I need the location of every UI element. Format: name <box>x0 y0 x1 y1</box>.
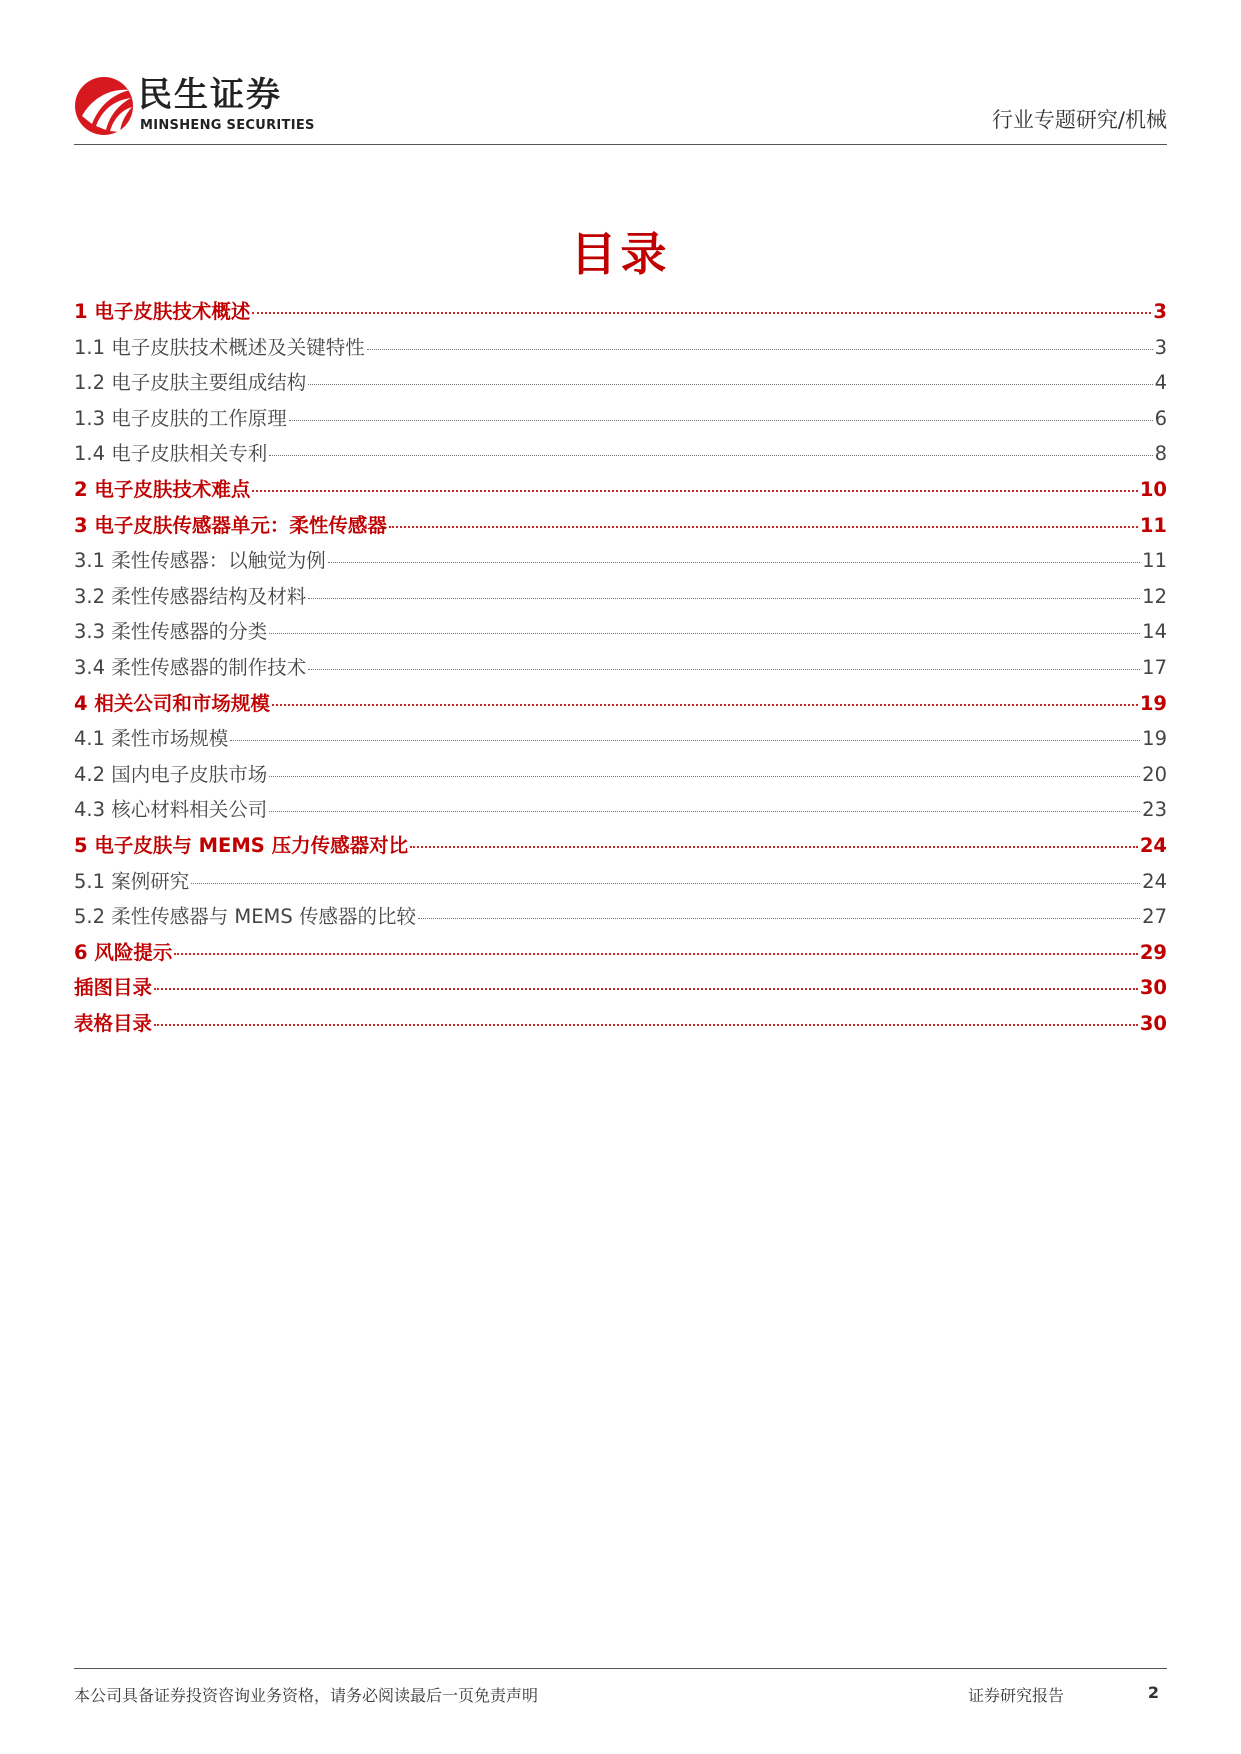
toc-dot-leader <box>389 526 1138 528</box>
toc-title: 目录 <box>570 227 671 281</box>
toc-entry-label[interactable]: 3.2 柔性传感器结构及材料 <box>74 584 307 608</box>
toc-entry[interactable] <box>74 474 1167 510</box>
toc-dot-leader <box>308 384 1152 385</box>
toc-entry-page[interactable]: 20 <box>1142 762 1167 786</box>
toc-entry-label[interactable]: 4.2 国内电子皮肤市场 <box>74 762 268 786</box>
toc-entry[interactable] <box>74 367 1167 403</box>
toc-entry-label[interactable]: 1.3 电子皮肤的工作原理 <box>74 406 287 430</box>
toc-entry-page[interactable]: 19 <box>1139 691 1167 715</box>
toc-entry[interactable] <box>74 438 1167 474</box>
toc-entry[interactable] <box>74 937 1167 973</box>
toc-entry-page[interactable]: 11 <box>1142 549 1167 573</box>
toc-dot-leader <box>410 846 1138 848</box>
toc-entry[interactable] <box>74 794 1167 830</box>
company-logo <box>74 74 334 140</box>
toc-entry-label[interactable]: 5.1 案例研究 <box>74 869 190 893</box>
toc-entry[interactable] <box>74 652 1167 688</box>
toc-entry[interactable] <box>74 296 1167 332</box>
toc-dot-leader <box>269 811 1140 812</box>
toc-entry[interactable] <box>74 723 1167 759</box>
toc-dot-leader <box>272 704 1138 706</box>
toc-entry[interactable] <box>74 688 1167 724</box>
toc-entry-page[interactable]: 11 <box>1139 513 1167 537</box>
toc-entry-page[interactable]: 27 <box>1142 905 1167 929</box>
toc-entry-label[interactable]: 1 电子皮肤技术概述 <box>74 300 251 323</box>
page-footer <box>74 1668 1167 1709</box>
toc-dot-leader <box>174 953 1138 955</box>
toc-dot-leader <box>252 312 1151 314</box>
toc-entry-label[interactable]: 1.2 电子皮肤主要组成结构 <box>74 371 307 395</box>
table-of-contents <box>74 296 1167 1043</box>
toc-dot-leader <box>269 776 1140 777</box>
toc-entry-label[interactable]: 4 相关公司和市场规模 <box>74 691 270 715</box>
toc-entry[interactable] <box>74 403 1167 439</box>
toc-dot-leader <box>269 633 1140 634</box>
toc-entry-page[interactable]: 29 <box>1139 940 1167 964</box>
footer-report-type: 证券研究报告 <box>968 1686 1065 1705</box>
toc-dot-leader <box>328 562 1140 563</box>
toc-entry[interactable] <box>74 901 1167 937</box>
toc-entry-label[interactable]: 1.1 电子皮肤技术概述及关键特性 <box>74 335 365 359</box>
page-header <box>74 64 1167 145</box>
toc-entry-label[interactable]: 6 风险提示 <box>74 940 173 964</box>
toc-entry[interactable] <box>74 510 1167 546</box>
toc-entry-page[interactable]: 4 <box>1154 371 1167 395</box>
toc-entry[interactable] <box>74 866 1167 902</box>
toc-dot-leader <box>418 918 1140 919</box>
toc-entry-page[interactable]: 6 <box>1154 406 1167 430</box>
toc-dot-leader <box>154 988 1138 990</box>
logo-english-name: MINSHENG SECURITIES <box>140 118 315 133</box>
toc-entry[interactable] <box>74 332 1167 368</box>
toc-dot-leader <box>308 598 1140 599</box>
toc-dot-leader <box>289 420 1153 421</box>
toc-entry-label[interactable]: 4.1 柔性市场规模 <box>74 727 229 751</box>
toc-entry-label[interactable]: 3.4 柔性传感器的制作技术 <box>74 655 307 679</box>
toc-dot-leader <box>269 455 1152 456</box>
toc-entry[interactable] <box>74 581 1167 617</box>
toc-entry[interactable] <box>74 972 1167 1008</box>
toc-dot-leader <box>191 883 1140 884</box>
toc-entry-label[interactable]: 1.4 电子皮肤相关专利 <box>74 442 268 466</box>
toc-entry-page[interactable]: 30 <box>1139 1011 1167 1035</box>
report-category: 行业专题研究/机械 <box>991 108 1167 132</box>
toc-entry-label[interactable]: 5.2 柔性传感器与 MEMS 传感器的比较 <box>74 905 416 929</box>
toc-entry-page[interactable]: 24 <box>1139 833 1167 857</box>
toc-entry-label[interactable]: 3 电子皮肤传感器单元：柔性传感器 <box>74 513 387 537</box>
toc-entry-label[interactable]: 3.3 柔性传感器的分类 <box>74 620 268 644</box>
toc-entry-label[interactable]: 2 电子皮肤技术难点 <box>74 477 251 501</box>
toc-entry-page[interactable]: 3 <box>1153 300 1167 323</box>
minsheng-logo-icon <box>74 76 134 136</box>
toc-entry-page[interactable]: 10 <box>1139 477 1167 501</box>
toc-entry[interactable] <box>74 545 1167 581</box>
toc-dot-leader <box>252 490 1138 492</box>
toc-entry-label[interactable]: 4.3 核心材料相关公司 <box>74 798 268 822</box>
toc-entry[interactable] <box>74 616 1167 652</box>
toc-entry-page[interactable]: 8 <box>1154 442 1167 466</box>
toc-entry-label[interactable]: 表格目录 <box>74 1011 153 1035</box>
toc-entry[interactable] <box>74 1008 1167 1044</box>
toc-entry-page[interactable]: 17 <box>1142 655 1167 679</box>
toc-dot-leader <box>230 740 1140 741</box>
toc-entry[interactable] <box>74 759 1167 795</box>
footer-disclaimer: 本公司具备证券投资咨询业务资格，请务必阅读最后一页免责声明 <box>74 1686 539 1705</box>
toc-entry-page[interactable]: 3 <box>1154 335 1167 359</box>
toc-dot-leader <box>367 349 1153 350</box>
toc-entry-page[interactable]: 12 <box>1142 584 1167 608</box>
toc-entry-page[interactable]: 14 <box>1142 620 1167 644</box>
toc-entry-page[interactable]: 19 <box>1142 727 1167 751</box>
toc-dot-leader <box>308 669 1140 670</box>
toc-entry-page[interactable]: 24 <box>1142 869 1167 893</box>
toc-entry-page[interactable]: 23 <box>1142 798 1167 822</box>
toc-entry[interactable] <box>74 830 1167 866</box>
toc-entry-page[interactable]: 30 <box>1139 976 1167 1000</box>
page-number: 2 <box>1147 1683 1159 1702</box>
toc-entry-label[interactable]: 插图目录 <box>74 976 153 1000</box>
toc-entry-label[interactable]: 3.1 柔性传感器：以触觉为例 <box>74 549 326 573</box>
toc-dot-leader <box>154 1024 1138 1026</box>
toc-entry-label[interactable]: 5 电子皮肤与 MEMS 压力传感器对比 <box>74 833 409 857</box>
logo-chinese-name: 民生证券 <box>138 75 282 115</box>
